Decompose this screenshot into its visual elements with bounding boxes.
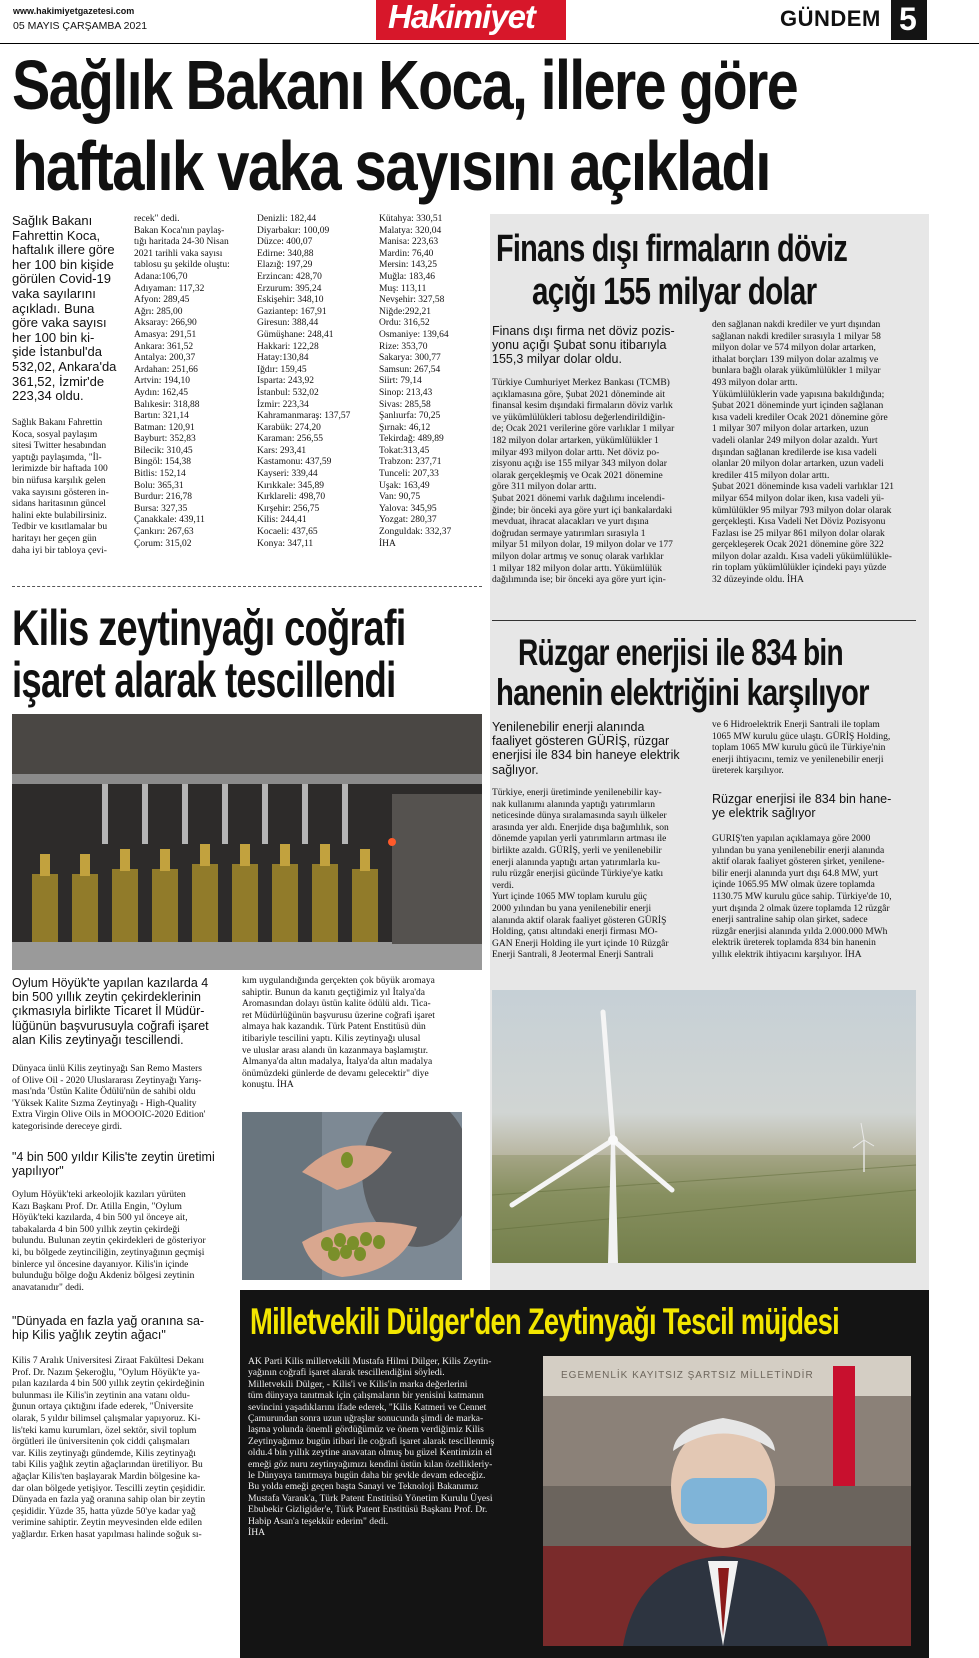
story1-lead: Sağlık Bakanı Fahrettin Koca, haftalık illere göre her 100 bin kişide görülen Covid-19 vaka sayılarını açıkladı. Buna göre vaka sayısı her 100 bin ki- şide İstanbul'da 532,02, Ankara'da 361,52, İzmir'de 223,34 oldu. <box>12 214 117 404</box>
story5-headline: Milletvekili Dülger'den Zeytinyağı Tescil müjdesi <box>250 1301 840 1342</box>
website-url: www.hakimiyetgazetesi.com <box>13 6 135 16</box>
story2-headline-line2: açığı 155 milyar dolar <box>532 271 817 313</box>
story3-body-col1: Türkiye, enerji üretiminde yenilenebilir kay- nak kullanımı alanında yaptığı yatırımların neticesinde dünya sıralamasında sayılı ülkeler arasında yer aldı. Enerjide dışa bağımlılık, son dönemde yapılan yerli yatırımların artması ile birlikte azaldı. GÜRİŞ, yerli ve yenilenebilir enerji alanında yaptığı artan yatırımlarla ku- rulu rüzgâr enerjisi gücünde Türkiye'ye katkı verdi. Yurt içinde 1065 MW toplam kurulu güç 2000 yılından bu yana yenilenebilir enerji alanında aktif olarak faaliyet gösteren GÜRİŞ Holding, çatısı altındaki enerji firması MO- GAN Enerji Holding ile yurt içinde 10 Rüzgâr Enerji Santrali, 8 Jeotermal Enerji Santrali <box>492 788 669 961</box>
story1-headline-line2: haftalık vaka sayısını açıkladı <box>12 127 770 205</box>
story3-headline-line2: hanenin elektriğini karşılıyor <box>496 672 869 713</box>
parliament-graphic <box>543 1356 911 1646</box>
story3-subhead: Rüzgar enerjisi ile 834 bin hane- ye elektrik sağlıyor <box>712 792 892 821</box>
story4-body-col1: Dünyaca ünlü Kilis zeytinyağı San Remo Masters of Olive Oil - 2020 Uluslararası Zeytinyağı Yarış- ması'nda 'Üstün Kalite Ödülü'nün de sahibi oldu 'Yüksek Kalite Sızma Zeytinyağı - High-Quality Extra Virgin Olive Oils in MOOOIC-2020 Edition' kategorisinde dereceye girdi. <box>12 1064 206 1132</box>
story3-lead: Yenilenebilir enerji alanında faaliyet gösteren GÜRİŞ, rüzgar enerjisi ile 834 bin haneye elektrik sağlıyor. <box>492 720 680 777</box>
story4-subhead1: "4 bin 500 yıldır Kilis'te zeytin üretimi yapılıyor" <box>12 1150 215 1179</box>
olive-hands-graphic <box>242 1112 462 1280</box>
wind-turbine-photo <box>492 990 916 1263</box>
issue-date: 05 MAYIS ÇARŞAMBA 2021 <box>13 20 148 32</box>
newspaper-logo <box>376 0 566 40</box>
page-number: 5 <box>899 1 917 37</box>
story1-body-col4: Kütahya: 330,51 Malatya: 320,04 Manisa: 223,63 Mardin: 76,40 Mersin: 143,25 Muğla: 183,46 Muş: 113,11 Nevşehir: 327,58 Niğde:292,21 Ordu: 316,52 Osmaniye: 139,64 Rize: 353,70 Sakarya: 300,77 Samsun: 267,54 Siirt: 79,14 Sinop: 213,43 Sivas: 285,58 Şanlıurfa: 70,25 Şırnak: 46,12 Tekirdağ: 489,89 Tokat:313,45 Trabzon: 237,71 Tunceli: 207,33 Uşak: 163,49 Van: 90,75 Yalova: 345,95 Yozgat: 280,37 Zonguldak: 332,37 İHA <box>379 214 452 549</box>
story2-divider <box>492 620 916 621</box>
story1-body-col3: Denizli: 182,44 Diyarbakır: 100,09 Düzce: 400,07 Edirne: 340,88 Elazığ: 197,29 Erzincan: 428,70 Erzurum: 395,24 Eskişehir: 348,10 Gaziantep: 167,91 Giresun: 388,44 Gümüşhane: 248,41 Hakkari: 122,28 Hatay:130,84 Iğdır: 159,45 Isparta: 243,92 İstanbul: 532,02 İzmir: 223,34 Kahramanmaraş: 137,57 Karabük: 274,20 Karaman: 256,55 Kars: 293,41 Kastamonu: 437,59 Kayseri: 339,44 Kırıkkale: 345,89 Kırklareli: 498,70 Kırşehir: 256,75 Kilis: 244,41 Kocaeli: 437,65 Konya: 347,11 <box>257 214 351 549</box>
logo-text: Hakimiyet <box>388 0 535 35</box>
story1-body-col1: Sağlık Bakanı Fahrettin Koca, sosyal paylaşım sitesi Twitter hesabından yaptığı paylaşımda, "İl- lerimizde bir haftada 100 bin nüfusa karşılık gelen vaka sayısını gösteren in- sidans haritasının güncel halini ekte bulabilirsiniz. Tedbir ve kısıtlamalar bu haritayı her geçen gün daha iyi bir tabloya çevi- <box>12 418 109 556</box>
wind-turbine-graphic <box>492 990 916 1263</box>
story3-body-col2: GÜRİŞ'ten yapılan açıklamaya göre 2000 yılından bu yana yenilenebilir enerji alanında aktif olarak faaliyet gösteren şirket, yenilene- bilir enerji alanında yurt dışı 64.8 MW, yurt içinde 1065.95 MW olmak üzere toplamda 1130.75 MW kurulu güce sahip. Türkiye'de 10, yurt dışında 2 olmak üzere toplamda 12 rüzgâr enerji santraline sahip olan şirket, sadece rüzgâr enerjisi alanında yılda 2.000.000 MWh elektrik üreterek toplamda 834 bin hanenin yıllık elektrik ihtiyacını karşılıyor. İHA <box>712 834 892 960</box>
story4-body-col1-part3: Kilis 7 Aralık Üniversitesi Ziraat Fakültesi Dekanı Prof. Dr. Nazım Şekeroğlu, "Oylum Höyük'te ya- pılan kazılarda 4 bin 500 yıllık zeytin çekirdeğinin bulunması ile Kilis'in zeytinin ana vatanı oldu- ğunun ortaya çıktığını ifade ederek, "Üniversite olarak, 5 yıldır bilimsel çalışmalar yapıyoruz. Ki- lis'teki kamu kurumları, özel sektör, sivil toplum örgütleri ile üniversitenin çok ciddi çalışmaları var. Kilis zeytinyağı gündemde, Kilis zeytinyağı tabi Kilis yağlık zeytin ağaçlarından üretiliyor. Bu ağaçlar Kilis'ten başlayarak Mardin bölgesine ka- dar olan bölgede yetişiyor. Tescilli zeytin çeşididir. Dünyada en fazla yağ oranına sahip olan bir zeytin çeşididir. Yüzde 35, hatta yüzde 50'ye kadar yağ verimine sahiptir. Zeytin meyvesinden elde edilen yağlardır. Erken hasat yapılması halinde soğuk sı- <box>12 1356 206 1540</box>
parliament-banner-text: EGEMENLİK KAYITSIZ ŞARTSIZ MİLLETİNDİR <box>561 1370 814 1381</box>
story2-lead: Finans dışı firma net döviz pozis- yonu açığı Şubat sonu itibarıyla 155,3 milyar dolar oldu. <box>492 324 675 367</box>
story4-subhead2: "Dünyada en fazla yağ oranına sa- hip Kilis yağlık zeytin ağacı" <box>12 1314 205 1343</box>
story1-divider <box>12 586 482 587</box>
story3-body-col2-top: ve 6 Hidroelektrik Enerji Santrali ile toplam 1065 MW kurulu güce ulaştı. GÜRİŞ Holding, toplam 1065 MW kurulu gücü ile Türkiye'nin enerji ihtiyacını, temiz ve yenilenebilir enerji üreterek karşılıyor. <box>712 720 891 777</box>
story5-body: AK Parti Kilis milletvekili Mustafa Hilmi Dülger, Kilis Zeytin- yağının coğrafi işaret alarak tescillendiğini söyledi. Milletvekili Dülger, - Kilis'i ve Kilis'in marka değerlerini tüm dünyaya tanıtmak için çalışmaların bir yenisini katmanın sevincini yaşadıklarını ifade ederek, "Kilis Katmeri ve Cennet Çamurundan sonra uzun uğraşlar sonucunda şimdi de marka- laşma yolunda önemli gördüğümüz ve önem verdiğimiz Kilis Zeytinyağımız bugün itibari ile coğrafi işaret alarak tescillenmiş oldu.4 bin yıllık zeytine anavatan olmuş bu güzel Kentimizin el emeği göz nuru zeytinyağımızı kendini üstün kılan özellikleriy- le Dünyaya tanıtmaya bugün daha bir şevkle devam edeceğiz. Bu yolda emeği geçen başta Sanayi ve Teknoloji Bakanımız Mustafa Varank'a, Türk Patent Enstitüsü Yönetim Kurulu Üyesi Ebubekir Gizligider'e, Türk Patent Enstitüsü Başkanı Prof. Dr. Habip Asan'a teşekkür ederim" dedi. İHA <box>248 1356 495 1539</box>
story1-headline-line1: Sağlık Bakanı Koca, illere göre <box>12 46 797 124</box>
story4-body-col2: kım uygulandığında gerçekten çok büyük aromaya sahiptir. Bunun da kanıtı geçtiğimiz yıl İtalya'da Aromasından dolayı üstün kalite ödülü aldı. Tica- ret Müdürlüğünün başvurusu üzerine coğrafi işaret almaya hak kazandık. Türk Patent Enstitüsü dün itibariyle tescilini yaptı. Kilis zeytinyağı ulusal ve uluslar arası alandı ün kazanmaya başlamıştır. Almanya'da altın madalya, İtalya'da altın madalya önümüzdeki günlerde de devamı gelecektir" diye konuştu. İHA <box>242 976 435 1091</box>
story2-headline-line1: Finans dışı firmaların döviz <box>496 228 848 270</box>
story2-body-col2: den sağlanan nakdi krediler ve yurt dışından sağlanan nakdi krediler sırasıyla 1 milyar 58 milyon dolar ve 574 milyon dolar artarken, ithalat borçları 139 milyon dolar azalmış ve bunlara bağlı olarak yükümlülükler 1 milyar 493 milyon dolar arttı. Yükümlülüklerin vade yapısına bakıldığında; Şubat 2021 döneminde yurt içinden sağlanan kısa vadeli krediler Ocak 2021 dönemine göre 1 milyar 307 milyon dolar artarken, uzun vadeli olanlar 249 milyon dolar azaldı. Yurt dışından sağlanan kredilerde ise kısa vadeli olanlar 20 milyon dolar artarken, uzun vadeli krediler 415 milyon dolar arttı. Şubat 2021 döneminde kısa vadeli varlıklar 121 milyar 654 milyon dolar iken, kısa vadeli yü- kümlülükler 95 milyar 793 milyon dolar olarak gerçekleşti. Kısa Vadeli Net Döviz Pozisyonu Fazlası ise 25 milyar 861 milyon dolar olarak gerçekleşerek Ocak 2021 dönemine göre 322 milyon dolar azaldı. Kısa vadeli yükümlülükle- rin toplam yükümlülükler içindeki payı yüzde 32 düzeyinde oldu. İHA <box>712 320 895 586</box>
parliament-photo <box>543 1356 911 1646</box>
section-label: GÜNDEM <box>780 6 881 31</box>
masthead-rule <box>0 43 979 44</box>
story4-body-col1-part2: Oylum Höyük'teki arkeolojik kazıları yürüten Kazı Başkanı Prof. Dr. Atilla Engin, "Oylum Höyük'teki kazılarda, 4 bin 500 yıl önceye ait, tabakalarda 4 bin 500 yıllık zeytin çekirdeği bulundu. Bulunan zeytin çekirdekleri de gösteriyor ki, bu bölgede zeytinciliğin, zeytinyağının geçmişi binlerce yıl öncesine dayanıyor. Kilis'in içinde bulunduğu bölge doğu Akdeniz bölgesi zeytinin anavatanıdır" dedi. <box>12 1190 206 1293</box>
olive-oil-bottling-photo <box>12 714 482 970</box>
page-number-box <box>891 0 927 40</box>
story4-headline-line1: Kilis zeytinyağı coğrafi <box>12 600 406 656</box>
olive-hands-photo <box>242 1112 462 1280</box>
story1-body-col2: recek" dedi. Bakan Koca'nın paylaş- tığı haritada 24-30 Nisan 2021 tarihli vaka sayısı tablosu şu şekilde oluştu: Adana:106,70 Adıyaman: 117,32 Afyon: 289,45 Ağrı: 285,00 Aksaray: 266,90 Amasya: 291,51 Ankara: 361,52 Antalya: 200,37 Ardahan: 251,66 Artvin: 194,10 Aydın: 162,45 Balıkesir: 318,88 Bartın: 321,14 Batman: 120,91 Bayburt: 352,83 Bilecik: 310,45 Bingöl: 154,38 Bitlis: 152,14 Bolu: 365,31 Burdur: 216,78 Bursa: 327,35 Çanakkale: 439,11 Çankırı: 267,63 Çorum: 315,02 <box>134 214 230 549</box>
bottling-line-graphic <box>12 714 482 970</box>
story2-body-col1: Türkiye Cumhuriyet Merkez Bankası (TCMB) açıklamasına göre, Şubat 2021 döneminde ait finansal kesim dışındaki firmaların döviz varlık ve yükümlülükleri tablosu değerlendirildiğin- de; Ocak 2021 verilerine göre varlıklar 1 milyar 182 milyon dolar artarken, yükümlülükler 1 milyar 493 milyon dolar arttı. Net döviz po- zisyonu açığı ise 155 milyar 343 milyon dolar olarak gerçekleşmiş ve Ocak 2021 dönemine göre 311 milyon dolar arttı. Şubat 2021 dönemi varlık dağılımı incelendi- ğinde; bir önceki aya göre yurt içi bankalardaki mevduat, ihracat alacakları ve yurt dışına doğrudan sermaye yatırımları sırasıyla 1 milyar 51 milyon dolar, 19 milyon dolar ve 177 milyon dolar artmış ve sonuç olarak varlıklar 1 milyar 182 milyon dolar arttı. Yükümlülük dağılımında ise; bir önceki aya göre yurt için- <box>492 378 675 586</box>
story4-lead: Oylum Höyük'te yapılan kazılarda 4 bin 500 yıllık zeytin çekirdeklerinin çıkmasıyla birlikte Ticaret İl Müdür- lüğünün başvurusuyla coğrafi işaret alan Kilis zeytinyağı tescillendi. <box>12 976 209 1047</box>
story3-headline-line1: Rüzgar enerjisi ile 834 bin <box>518 632 843 673</box>
story4-headline-line2: işaret alarak tescillendi <box>12 652 396 708</box>
